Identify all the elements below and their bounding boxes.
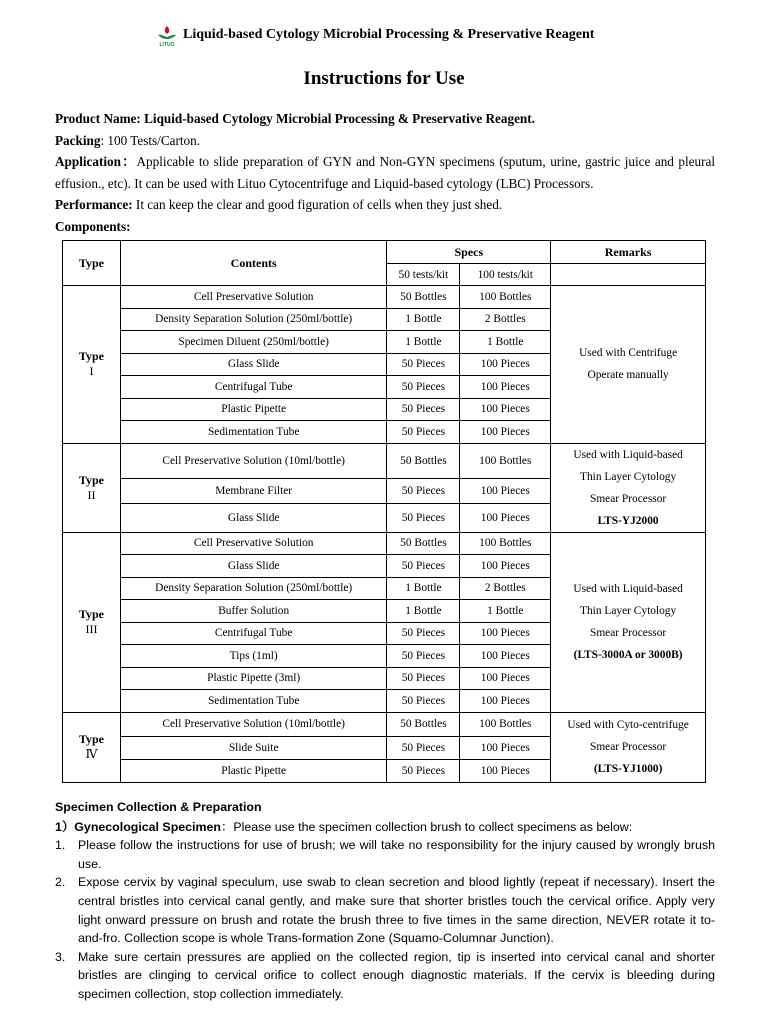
spec-100-cell: 2 Bottles	[460, 308, 551, 331]
header-type: Type	[63, 241, 121, 286]
content-cell: Glass Slide	[120, 353, 387, 376]
remark-line: Operate manually	[587, 369, 669, 382]
subheading-number: 1）	[55, 819, 75, 834]
spec-50-cell: 50 Pieces	[387, 478, 460, 503]
content-cell: Centrifugal Tube	[120, 622, 387, 645]
spec-100-cell: 100 Pieces	[460, 690, 551, 713]
list-item-number: 3.	[55, 949, 66, 964]
header-specs: Specs	[387, 241, 551, 264]
spec-50-cell: 50 Pieces	[387, 759, 460, 782]
page-header	[0, 22, 768, 50]
content-cell: Slide Suite	[120, 736, 387, 759]
spec-50-cell: 1 Bottle	[387, 308, 460, 331]
collection-steps-list	[55, 836, 715, 1003]
spec-100-cell: 100 Pieces	[460, 353, 551, 376]
remark-line: Used with Liquid-based	[573, 448, 683, 461]
remark-line: Thin Layer Cytology	[580, 605, 677, 617]
spec-100-cell: 100 Pieces	[460, 478, 551, 503]
spec-50-cell: 50 Bottles	[387, 443, 460, 478]
spec-100-cell: 1 Bottle	[460, 331, 551, 354]
product-name-line	[55, 108, 715, 130]
type-cell	[63, 712, 121, 782]
remarks-cell	[551, 532, 706, 712]
performance-label: Performance:	[55, 197, 133, 212]
content-cell: Sedimentation Tube	[120, 690, 387, 713]
product-name-value: Liquid-based Cytology Microbial Processing & Preservative Reagent.	[144, 111, 535, 126]
header-contents: Contents	[120, 241, 387, 286]
type-label: Type	[78, 607, 105, 621]
remark-line: Thin Layer Cytology	[580, 470, 677, 483]
type-label: Type	[78, 732, 105, 746]
type-label: Type	[78, 472, 105, 487]
content-cell: Specimen Diluent (250ml/bottle)	[120, 331, 387, 354]
content-cell: Plastic Pipette (3ml)	[120, 667, 387, 690]
table-row	[63, 443, 706, 478]
components-label: Components:	[55, 218, 131, 234]
spec-50-cell: 1 Bottle	[387, 331, 460, 354]
list-item-number: 2.	[55, 875, 66, 890]
spec-50-cell: 50 Bottles	[387, 532, 460, 555]
content-cell: Sedimentation Tube	[120, 421, 387, 444]
spec-50-cell: 50 Pieces	[387, 645, 460, 668]
spec-100-cell: 100 Pieces	[460, 759, 551, 782]
content-cell: Cell Preservative Solution	[120, 532, 387, 555]
spec-100-cell: 100 Bottles	[460, 712, 551, 736]
spec-50-cell: 1 Bottle	[387, 577, 460, 600]
content-cell: Membrane Filter	[120, 478, 387, 503]
logo-text: LITUO	[159, 42, 175, 47]
remark-line: Smear Processor	[589, 627, 667, 639]
spec-50-cell: 50 Pieces	[387, 690, 460, 713]
content-cell: Density Separation Solution (250ml/bottle)	[120, 308, 387, 331]
header-remarks: Remarks	[551, 241, 706, 264]
remarks-cell	[551, 286, 706, 444]
application-value: Applicable to slide preparation of GYN and Non-GYN specimens (sputum, urine, gastric juice and pleural effusion., etc). It can be used with Lituo Cytocentrifuge and Liquid-based cytology (LBC) Processors.	[55, 154, 716, 191]
spec-100-cell: 2 Bottles	[460, 577, 551, 600]
spec-100-cell: 100 Pieces	[460, 645, 551, 668]
header-spec-100: 100 tests/kit	[460, 264, 551, 286]
list-item-text: Expose cervix by vaginal speculum, use swab to clean secretion and blood lightly (repeat if necessary). Insert the central bristles into cervical canal gently, and make sure that shorter bristles touch the cervical orifice. Apply very light onward pressure on brush and rotate the brush three to five times in the same direction, NEVER rotate it to-and-fro. Collection scope is whole Trans-formation Zone (Squamo-Columnar Junction).	[78, 875, 715, 946]
content-cell: Glass Slide	[120, 555, 387, 578]
components-table	[62, 240, 706, 783]
spec-50-cell: 50 Bottles	[387, 712, 460, 736]
list-item-text: Please follow the instructions for use of brush; we will take no responsibility for the injury caused by wrongly brush use.	[78, 838, 715, 871]
content-cell: Buffer Solution	[120, 600, 387, 623]
performance-value: It can keep the clear and good figuration of cells when they just shed.	[135, 197, 503, 212]
remark-line: Used with Liquid-based	[573, 583, 683, 595]
application-line	[55, 151, 715, 194]
content-cell: Density Separation Solution (250ml/bottle)	[120, 577, 387, 600]
packing-label: Packing	[55, 132, 101, 148]
header-spec-50: 50 tests/kit	[387, 264, 460, 286]
list-item-number: 1.	[55, 838, 66, 853]
header-title: Liquid-based Cytology Microbial Processing & Preservative Reagent	[183, 27, 595, 42]
spec-100-cell: 100 Bottles	[460, 443, 551, 478]
table-row	[63, 286, 706, 309]
spec-50-cell: 50 Pieces	[387, 376, 460, 399]
type-cell	[63, 532, 121, 712]
spec-100-cell: 100 Pieces	[460, 421, 551, 444]
type-number: Ⅳ	[85, 747, 98, 761]
type-cell	[63, 286, 121, 444]
product-intro	[55, 108, 715, 237]
content-cell: Cell Preservative Solution (10ml/bottle)	[120, 712, 387, 736]
table-row	[63, 532, 706, 555]
spec-100-cell: 100 Pieces	[460, 398, 551, 421]
remark-model: LTS-YJ2000	[597, 514, 659, 527]
content-cell: Tips (1ml)	[120, 645, 387, 668]
content-cell: Plastic Pipette	[120, 759, 387, 782]
list-item-text: Make sure certain pressures are applied on the collected region, tip is inserted into cervical canal and shorter bristles are clinging to cervical orifice to collect enough diagnostic materials. If the cervix is bleeding during specimen collection, stop collection immediately.	[78, 949, 715, 1001]
type-number: I	[89, 364, 94, 379]
remark-model: (LTS-3000A or 3000B)	[573, 649, 683, 661]
content-cell: Glass Slide	[120, 504, 387, 532]
remark-line: Used with Centrifuge	[579, 347, 678, 360]
remark-line: Smear Processor	[589, 492, 667, 505]
subheading-text: ：Please use the specimen collection brush to collect specimens as below:	[220, 819, 633, 834]
header-remarks-blank	[551, 264, 706, 286]
spec-50-cell: 1 Bottle	[387, 600, 460, 623]
spec-100-cell: 100 Bottles	[460, 532, 551, 555]
content-cell: Cell Preservative Solution	[120, 286, 387, 309]
remark-model: (LTS-YJ1000)	[593, 763, 663, 775]
content-cell: Plastic Pipette	[120, 398, 387, 421]
spec-50-cell: 50 Pieces	[387, 421, 460, 444]
remark-line: Smear Processor	[589, 741, 667, 753]
table-row	[63, 712, 706, 736]
specimen-collection-section	[55, 798, 715, 1004]
spec-100-cell: 100 Pieces	[460, 667, 551, 690]
components-table-body	[63, 286, 706, 783]
spec-100-cell: 1 Bottle	[460, 600, 551, 623]
gynecological-subheading	[55, 818, 715, 837]
remarks-cell	[551, 443, 706, 532]
spec-100-cell: 100 Pieces	[460, 555, 551, 578]
components-line	[55, 216, 715, 238]
content-cell: Centrifugal Tube	[120, 376, 387, 399]
type-number: II	[87, 487, 96, 502]
spec-50-cell: 50 Pieces	[387, 667, 460, 690]
section-title: Specimen Collection & Preparation	[55, 800, 262, 814]
spec-100-cell: 100 Pieces	[460, 736, 551, 759]
spec-100-cell: 100 Pieces	[460, 376, 551, 399]
content-cell: Cell Preservative Solution (10ml/bottle)	[120, 443, 387, 478]
document-title: Instructions for Use	[303, 68, 465, 89]
spec-50-cell: 50 Pieces	[387, 353, 460, 376]
type-label: Type	[78, 349, 105, 364]
spec-50-cell: 50 Pieces	[387, 622, 460, 645]
spec-100-cell: 100 Pieces	[460, 622, 551, 645]
list-item	[55, 948, 715, 1004]
packing-value: : 100 Tests/Carton.	[100, 132, 201, 148]
spec-50-cell: 50 Pieces	[387, 555, 460, 578]
type-number: III	[85, 622, 98, 636]
spec-50-cell: 50 Pieces	[387, 504, 460, 532]
list-item	[55, 836, 715, 873]
company-logo-icon	[155, 25, 179, 47]
packing-line	[55, 130, 715, 152]
performance-line	[55, 194, 715, 216]
product-name-label: Product Name:	[55, 111, 141, 126]
type-cell	[63, 443, 121, 532]
subheading-label: Gynecological Specimen	[74, 819, 221, 834]
spec-50-cell: 50 Bottles	[387, 286, 460, 309]
spec-50-cell: 50 Pieces	[387, 398, 460, 421]
spec-50-cell: 50 Pieces	[387, 736, 460, 759]
remarks-cell	[551, 712, 706, 782]
spec-100-cell: 100 Bottles	[460, 286, 551, 309]
application-label: Application：	[55, 154, 137, 169]
spec-100-cell: 100 Pieces	[460, 504, 551, 532]
remark-line: Used with Cyto-centrifuge	[567, 719, 689, 731]
list-item	[55, 873, 715, 947]
